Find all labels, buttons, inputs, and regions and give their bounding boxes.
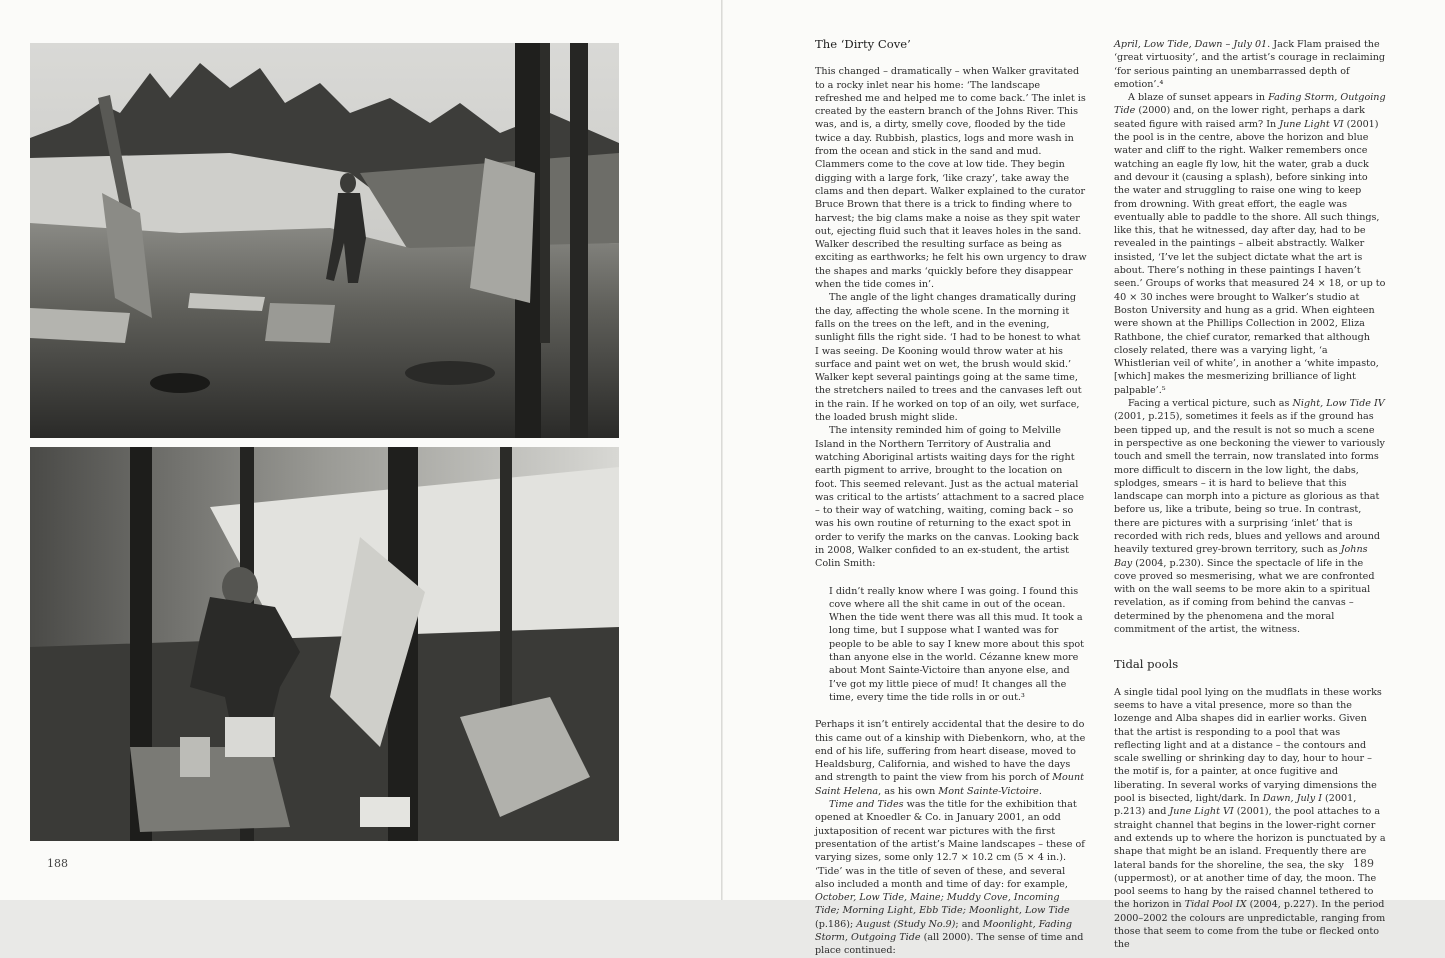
paragraph-3: The intensity reminded him of going to Melville Island in the Northern Territory of Australia and watching Aboriginal artists waiting days for the right earth pigment to arrive, brought to the location on foot. This seemed relevant. Just as the actual material was critical to the artists’ attachment to a sacred place – to their way of watching, waiting, coming back – so was his own routine of returning to the exact spot in order to verify the marks on the canvas. Looking back in 2008, Walker confided to an ex-student, the artist Colin Smith: <box>815 425 1084 570</box>
photo-artist-painting-image <box>30 447 619 841</box>
right-page <box>723 0 1445 957</box>
paragraph-1: This changed – dramatically – when Walker gravitated to a rocky inlet near his home: ‘The landscape refreshed me and helped me to come back.’ The inlet is created by the eastern branch of the Johns River. This was, and is, a dirty, smelly cove, flooded by the tide twice a day. Rubbish, plastics, logs and more wash in from the ocean and stick in the sand and mud. Clammers come to the cove at low tide. They begin digging with a large fork, ‘like crazy’, take away the clams and then depart. Walker explained to the curator Bruce Brown that there is a trick to finding where to harvest; the big clams make a noise as they spit water out, ejecting fluid such that it leaves holes in the sand. Walker described the resulting surface as being as exciting as earthworks; he felt his own urgency to draw the shapes and marks ‘quickly before they disappear when the tide comes in’. <box>815 66 1087 291</box>
heading-dirty-cove: The ‘Dirty Cove’ <box>815 37 911 51</box>
text-column-1 <box>815 38 1087 958</box>
photo-bottom <box>30 447 619 841</box>
folio-right: 189 <box>1353 857 1374 870</box>
text-column-2 <box>1114 38 1386 952</box>
photo-top <box>30 43 619 438</box>
left-page <box>0 0 721 900</box>
block-quote: I didn’t really know where I was going. I found this cove where all the shit came in out of the ocean. When the tide went there was all this mud. It took a long time, but I suppose what I wanted was for people to be able to say I knew more about this spot than anyone else in the world. Cézanne knew more about Mont Sainte-Victoire than anyone else, and I’ve got my little piece of mud! It changes all the time, every time the tide rolls in or out.³ <box>829 585 1084 703</box>
heading-tidal-pools: Tidal pools <box>1114 657 1179 672</box>
paragraph-8: A single tidal pool lying on the mudflats in these works seems to have a vital presence, more so than the lozenge and Alba shapes did in earlier works. Given that the artist is responding to a pool that was reflecting light and at a distance – the contours and scale swelling or shrinking day to day, hour to hour – the motif is, for a painter, at once fugitive and liberating. In several works of varying dimensions the pool is bisected, light/dark. In Dawn, July I (2001, p.213) and June Light VI (2001), the pool attaches to a straight channel that begins in the lower-right corner and extends up to where the horizon is punctuated by a shape that might be an island. Frequently there are lateral bands for the shoreline, the sea, the sky (uppermost), or at another time of day, the moon. The pool seems to hang by the raised channel tethered to the horizon in Tidal Pool IX (2004, p.227). In the period 2000–2002 the colours are unpredictable, ranging from those that seem to come from the tube or flecked onto the <box>1114 686 1386 951</box>
paragraph-7: Facing a vertical picture, such as Night, Low Tide IV (2001, p.215), sometimes it feels as if the ground has been tipped up, and the result is not so much a scene in perspective as one beckoning the viewer to variously touch and smell the terrain, now translated into forms more difficult to discern in the low light, the dabs, splodges, smears – it is hard to believe that this landscape can morph into a picture as glorious as that before us, like a tribute, being so true. In contrast, there are pictures with a surprising ‘inlet’ that is recorded with rich reds, blues and yellows and around heavily textured grey-brown territory, such as Johns Bay (2004, p.230). Since the spectacle of life in the cove proved so mesmerising, what we are confronted with on the wall seems to be more akin to a spiritual revelation, as if coming from behind the canvas – determined by the phenomena and the moral commitment of the artist, the witness. <box>1114 398 1385 636</box>
paragraph-4: Perhaps it isn’t entirely accidental that the desire to do this came out of a kinship with Diebenkorn, who, at the end of his life, suffering from heart disease, moved to Healdsburg, California, and wished to have the days and strength to paint the view from his porch of Mount Saint Helena, as his own Mont Sainte-Victoire. <box>815 719 1086 797</box>
paragraph-6: A blaze of sunset appears in Fading Storm, Outgoing Tide (2000) and, on the lower right, perhaps a dark seated figure with raised arm? In June Light VI (2001) the pool is in the centre, above the horizon and blue water and cliff to the right. Walker remembers once watching an eagle fly low, hit the water, grab a duck and devour it (causing a splash), before sinking into the water and struggling to raise one wing to keep from drowning. With great effort, the eagle was eventually able to paddle to the shore. All such things, like this, that he witnessed, day after day, had to be revealed in the paintings – albeit abstractly. Walker insisted, ‘I’ve let the subject dictate what the art is about. There’s nothing in these paintings I haven’t seen.’ Groups of works that measured 24 × 18, or up to 40 × 30 inches were brought to Walker’s studio at Boston University and hung as a grid. When eighteen were shown at the Phillips Collection in 2002, Eliza Rathbone, the chief curator, remarked that although closely related, there was a varying light, ‘a Whistlerian veil of white’, in another a ‘white impasto, [which] makes the mesmerizing brilliance of light palpable’.⁵ <box>1114 92 1386 396</box>
paragraph-5: Time and Tides was the title for the exhibition that opened at Knoedler & Co. in January 2001, an odd juxtaposition of recent war pictures with the first presentation of the artist’s Maine landscapes – these of varying sizes, some only 12.7 × 10.2 cm (5 × 4 in.). ‘Tide’ was in the title of seven of these, and several also included a month and time of day: for example, October, Low Tide, Maine; Muddy Cove, Incoming Tide; Morning Light, Ebb Tide; Moonlight, Low Tide (p.186); August (Study No.9); and Moonlight, Fading Storm, Outgoing Tide (all 2000). The sense of time and place continued: <box>815 799 1085 957</box>
paragraph-2: The angle of the light changes dramatically during the day, affecting the whole scene. In the morning it falls on the trees on the left, and in the evening, sunlight fills the right side. ‘I had to be honest to what I was seeing. De Kooning would throw water at his surface and paint wet on wet, the brush would skid.’ Walker kept several paintings going at the same time, the stretchers nailed to trees and the canvases left out in the rain. If he worked on top of an oily, wet surface, the loaded brush might slide. <box>815 292 1082 424</box>
folio-left: 188 <box>47 857 68 870</box>
photo-cove-easel-image <box>30 43 619 438</box>
paragraph-5-continued: April, Low Tide, Dawn – July 01. Jack Flam praised the ‘great virtuosity’, and the artist’s courage in reclaiming ‘for serious painting an unembarrassed depth of emotion’.⁴ <box>1114 39 1386 90</box>
